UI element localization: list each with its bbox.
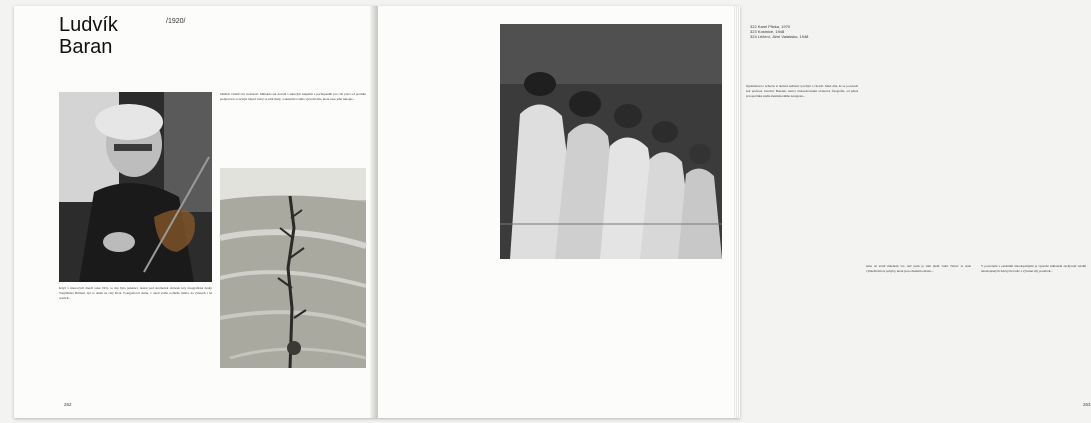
body-text-column-2: bližších vztahů své osobnosti. Málokdo tak dovedl s takovým zaujetím a pochopením pro cizí práci od počátku podporovat a rozvíjet nápad, který se zdál malý, a skutečně z něho vytvořit dílo, které nese jeho rukopis... [220, 92, 367, 102]
page-edge [734, 6, 740, 418]
page-number-left: 262 [64, 402, 72, 407]
body-text-column-1: Když v únorových dnech roku 1931, to mu bylo jedenáct, dostal pod stromeček obrázek tety fotografické desky Voigtländer Brillant, byl to dárek na celý život. Fotografoval doma, v okolí svého rodného města, na výletech i na cestách... [59, 286, 213, 301]
author-last-name: Baran [59, 36, 113, 58]
landscape-photo-plant [220, 168, 366, 368]
folk-costume-photo [500, 24, 722, 259]
portrait-photo-violinist [59, 92, 212, 282]
left-page [14, 6, 374, 418]
body-text-column-4: nebe až uvidí mnohem víc, než jsem je sám mohl vidět. Neboť to stále vyhledávám za pohyby, které jsou obsahem obrazu... [866, 264, 972, 274]
caption-322: 322 Karel Plicka, 1970 [750, 24, 791, 29]
body-text-column-5: V porovnání s ostatními národopisnými je vpravdě základem zachycení vztahů národopisných lidových tradic a výrazné síly prostředí... [981, 264, 1087, 274]
author-first-name: Ludvík [59, 14, 118, 36]
photo-captions [750, 24, 860, 40]
right-page [378, 6, 1091, 418]
caption-323: 323 Kostnice, 1948 [750, 29, 785, 35]
caption-324: 324 Léčení, Jižní Valašsko, 1948 [750, 34, 809, 40]
author-name [59, 14, 118, 58]
page-number-right: 263 [1083, 402, 1091, 407]
open-book [14, 6, 1091, 418]
body-text-column-3: myslitelnost a uchovat si aktivní sudbení i pochyb o věcech. Mezi díla, že se po letech stal profesor Jaroslav Boudek, nestor československé obrazové fotografie, od jehož prvopočátku studia mezinárodního kongresu... [746, 84, 859, 99]
author-year: /1920/ [166, 18, 186, 25]
